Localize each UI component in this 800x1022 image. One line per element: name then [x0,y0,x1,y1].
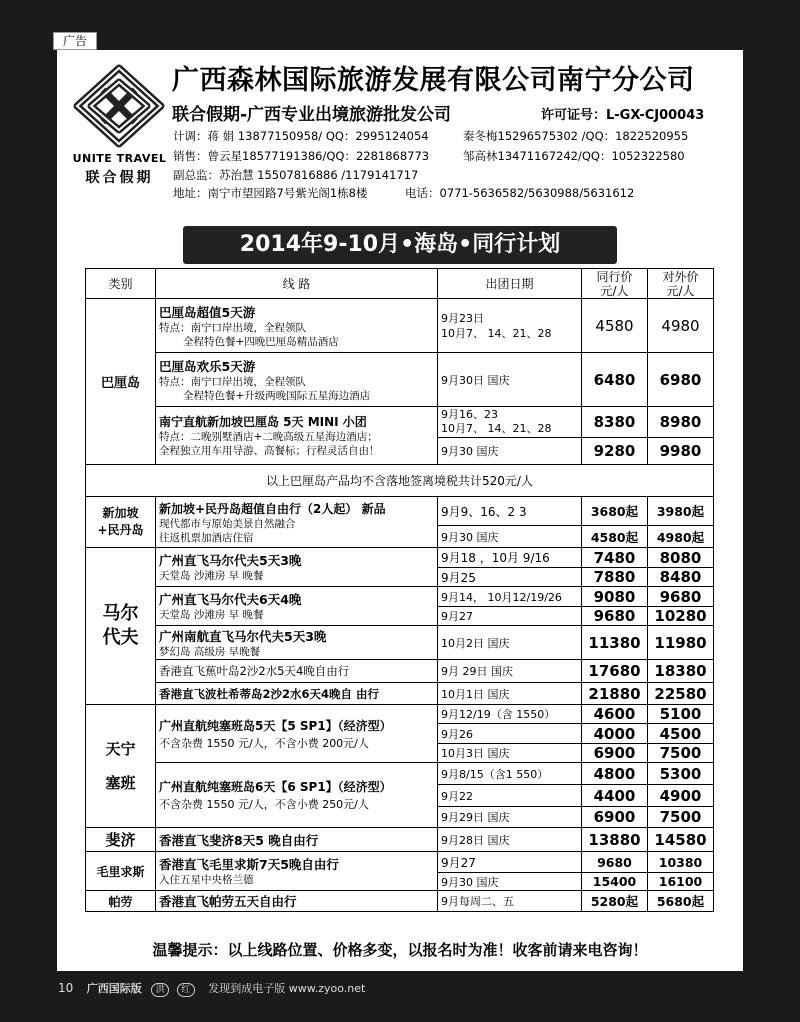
departure-date: 9月16、23 10月7、 14、21、28 [438,407,582,438]
route-name: 南宁直航新加坡巴厘岛 5天 MINI 小团 [159,415,367,429]
magazine-badge: 红 [177,983,195,997]
peer-price: 9280 [582,438,648,465]
departure-date: 9月18 ，10月 9/16 [438,548,582,568]
route-name: 香港直飞斐济8天5 晚自由行 [159,832,319,848]
peer-price: 15400 [582,873,648,891]
route-feature: 特点：南宁口岸出境，全程领队 [159,375,306,388]
magazine-name: 广西国际版 [86,982,142,995]
company-logo [67,60,172,188]
route-feature: 入住五星中央格兰德 [159,874,254,886]
departure-date: 9月9、16、2 3 [438,497,582,526]
contact-b: 电话：0771-5636582/5630988/5631612 [405,186,635,200]
public-price: 4500 [648,724,714,744]
table-row [86,299,714,353]
departure-date: 10月3日 国庆 [438,744,582,763]
route-name: 广州直航纯塞班岛6天【6 SP1】（经济型） [159,780,392,794]
category-palau: 帕劳 [86,891,156,912]
page-footer [58,980,365,997]
route-feature: 特点：二晚别墅酒店+二晚高级五星海边酒店； [159,431,378,443]
col-header-public-price: 对外价 元/人 [648,269,714,299]
logo-english-text: UNITE TRAVEL [72,152,167,165]
public-price: 4900 [648,785,714,807]
contact-b: 秦冬梅15296575302 /QQ：1822520955 [463,129,689,143]
departure-date: 9月27 [438,607,582,626]
departure-date: 9月14， 10月12/19/26 [438,587,582,607]
route-name: 香港直飞帕劳五天自由行 [159,894,297,909]
table-header-row [86,269,714,299]
ad-page [57,50,743,971]
contact-a: 销售：曾云星18577191386/QQ：2281868773 [173,149,430,163]
table-row [86,660,714,683]
table-row [86,353,714,407]
route-feature: 特点：南宁口岸出境，全程领队 [159,321,306,334]
category-tinian-saipan: 天宁 塞班 [86,705,156,828]
route-feature: 天堂岛 沙滩房 早 晚餐 [159,609,264,621]
peer-price: 7480 [582,548,648,568]
route-name: 广州直航纯塞班岛5天【5 SP1】（经济型） [159,718,392,733]
route-name: 新加坡+民丹岛超值自由行（2人起） 新品 [159,501,386,516]
public-price: 9680 [648,587,714,607]
route-feature: 全程独立用车用导游、高餐标；行程灵活自由！ [159,445,380,457]
contact-line [173,128,688,144]
departure-date: 10月1日 国庆 [438,683,582,705]
table-row [86,497,714,526]
departure-date: 9月25 [438,568,582,587]
peer-price: 4600 [582,705,648,724]
table-row [86,548,714,568]
departure-date: 10月2日 国庆 [438,626,582,660]
public-price: 5300 [648,763,714,785]
route-cell [156,548,438,587]
peer-price: 7880 [582,568,648,587]
peer-price: 5280起 [582,891,648,912]
contact-line [173,148,685,164]
contact-line [173,185,634,201]
tour-price-table [85,268,714,912]
route-cell [156,852,438,891]
peer-price: 6480 [582,353,648,407]
route-feature: 往返机票加酒店住宿 [159,531,254,544]
page-number: 10 [58,981,74,995]
table-row [86,407,714,438]
category-maldives: 马尔 代夫 [86,548,156,705]
route-cell [156,497,438,548]
route-name: 广州直飞马尔代夫6天4晚 [159,592,302,607]
contact-b: 邹高林13471167242/QQ：1052322580 [463,149,685,163]
warm-tip: 温馨提示：以上线路位置、价格多变，以报名时为准！收客前请来电咨询！ [152,941,648,959]
table-row [86,683,714,705]
plan-banner: 2014年9-10月•海岛•同行计划 [183,226,617,264]
route-name: 广州直飞马尔代夫5天3晚 [159,553,302,568]
public-price: 4980 [648,299,714,353]
company-subtitle: 联合假期-广西专业出境旅游批发公司 [172,105,452,125]
peer-price: 9680 [582,607,648,626]
public-price: 7500 [648,744,714,763]
route-cell [156,683,438,705]
public-price: 5100 [648,705,714,724]
departure-date: 9月12/19（含 1550） [438,705,582,724]
public-price: 9980 [648,438,714,465]
departure-date: 9月30日 国庆 [438,353,582,407]
peer-price: 8380 [582,407,648,438]
public-price: 10380 [648,852,714,873]
route-name: 巴厘岛欢乐5天游 [159,358,256,374]
peer-price: 4580 [582,299,648,353]
contact-a: 地址：南宁市望园路7号紫光阁1栋8楼 [173,186,368,200]
license-number: 许可证号：L-GX-CJ00043 [541,108,705,123]
category-bali: 巴厘岛 [86,299,156,465]
peer-price: 13880 [582,828,648,852]
departure-date: 9月28日 国庆 [438,828,582,852]
route-cell [156,407,438,465]
public-price: 14580 [648,828,714,852]
peer-price: 9080 [582,587,648,607]
public-price: 8080 [648,548,714,568]
route-name: 广州南航直飞马尔代夫5天3晚 [159,628,327,644]
route-cell [156,299,438,353]
public-price: 5680起 [648,891,714,912]
departure-date: 9月30 国庆 [438,526,582,548]
route-feature: 全程特色餐+升级两晚国际五星海边酒店 [183,389,371,402]
table-row [86,891,714,912]
peer-price: 4000 [582,724,648,744]
public-price: 7500 [648,807,714,828]
website-text: 发现到成电子版 www.zyoo.net [208,982,366,995]
departure-date: 9月30 国庆 [438,438,582,465]
category-singapore-bintan: 新加坡 +民丹岛 [86,497,156,548]
public-price: 22580 [648,683,714,705]
table-row [86,626,714,660]
public-price: 10280 [648,607,714,626]
departure-date: 9月26 [438,724,582,744]
peer-price: 11380 [582,626,648,660]
public-price: 18380 [648,660,714,683]
company-name: 广西森林国际旅游发展有限公司南宁分公司 [172,65,695,96]
departure-date: 9月 29日 国庆 [438,660,582,683]
table-row [86,587,714,607]
public-price: 8980 [648,407,714,438]
public-price: 8480 [648,568,714,587]
departure-date: 9月27 [438,852,582,873]
table-row [86,705,714,724]
route-name: 香港直飞波杜希蒂岛2沙2水6天4晚自 由行 [159,686,380,701]
public-price: 6980 [648,353,714,407]
endless-knot-icon [67,60,172,152]
route-cell [156,891,438,912]
departure-date: 9月29日 国庆 [438,807,582,828]
table-row [86,828,714,852]
peer-price: 4580起 [582,526,648,548]
peer-price: 3680起 [582,497,648,526]
contact-line [173,167,418,183]
departure-date: 9月30 国庆 [438,873,582,891]
peer-price: 4800 [582,763,648,785]
departure-date: 9月22 [438,785,582,807]
route-cell [156,353,438,407]
route-feature: 不含杂费 1550 元/人，不含小费 250元/人 [159,798,369,811]
category-mauritius: 毛里求斯 [86,852,156,891]
route-name: 巴厘岛超值5天游 [159,304,256,320]
category-fiji: 斐济 [86,828,156,852]
route-cell [156,705,438,763]
table-row [86,852,714,873]
col-header-date: 出团日期 [438,269,582,299]
magazine-badge: 洪 [151,983,169,997]
route-cell [156,828,438,852]
route-cell [156,626,438,660]
route-cell [156,660,438,683]
ad-tag: 广告 [53,32,97,50]
public-price: 16100 [648,873,714,891]
contact-a: 副总监：苏治慧 15507816886 /1179141717 [173,168,419,182]
public-price: 3980起 [648,497,714,526]
peer-price: 4400 [582,785,648,807]
public-price: 4980起 [648,526,714,548]
route-name: 香港直飞蕉叶岛2沙2水5天4晚自由行 [159,664,350,678]
departure-date: 9月23日 10月7、 14、21、28 [438,299,582,353]
peer-price: 17680 [582,660,648,683]
bali-tax-note: 以上巴厘岛产品均不含落地签离境税共计520元/人 [86,465,714,497]
col-header-route: 线 路 [156,269,438,299]
peer-price: 6900 [582,807,648,828]
route-feature: 梦幻岛 高级房 早晚餐 [159,645,261,658]
contact-a: 计调：蒋 娟 13877150958/ QQ：2995124054 [173,129,429,143]
col-header-peer-price: 同行价 元/人 [582,269,648,299]
col-header-category: 类别 [86,269,156,299]
public-price: 11980 [648,626,714,660]
peer-price: 6900 [582,744,648,763]
table-note-row [86,465,714,497]
peer-price: 9680 [582,852,648,873]
logo-chinese-text: 联合假期 [85,170,154,186]
route-cell [156,763,438,828]
route-feature: 天堂岛 沙滩房 早 晚餐 [159,570,264,582]
table-row [86,763,714,785]
route-feature: 不含杂费 1550 元/人，不含小费 200元/人 [159,736,369,750]
departure-date: 9月8/15（含1 550） [438,763,582,785]
route-feature: 现代都市与原始美景自然融合 [159,517,296,530]
route-name: 香港直飞毛里求斯7天5晚自由行 [159,857,339,872]
route-feature: 全程特色餐+四晚巴厘岛精品酒店 [183,335,339,348]
route-cell [156,587,438,626]
peer-price: 21880 [582,683,648,705]
departure-date: 9月每周二、五 [438,891,582,912]
